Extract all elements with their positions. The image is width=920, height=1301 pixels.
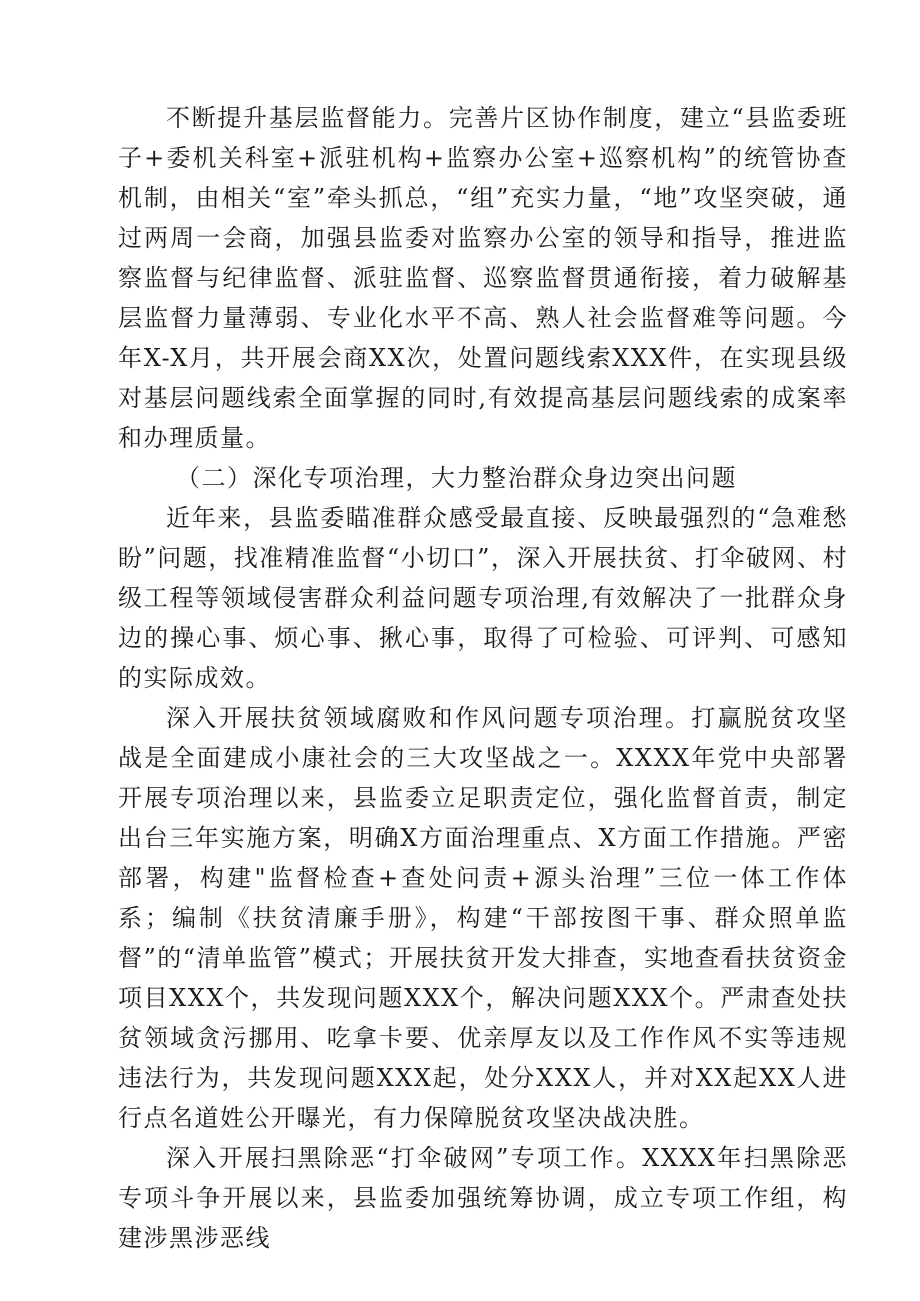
section-heading-special-governance: （二）深化专项治理，大力整治群众身边突出问题 — [176, 464, 737, 492]
paragraph-anti-crime: 深入开展扫黑除恶“打伞破网”专项工作。XXXX年扫黑除恶专项斗争开展以来，县监委加强统筹协调，成立专项工作组，构建涉黑涉恶线 — [118, 1144, 848, 1252]
document-body — [118, 98, 848, 1258]
paragraph-grassroots-supervision: 不断提升基层监督能力。完善片区协作制度，建立“县监委班子+委机关科室+派驻机构+监察办公室+巡察机构”的统管协查机制，由相关“室”牵头抓总，“组”充实力量，“地”攻坚突破，通过两周一会商，加强县监委对监察办公室的领导和指导，推进监察监督与纪律监督、派驻监督、巡察监督贯通衔接，着力破解基层监督力量薄弱、专业化水平不高、熟人社会监督难等问题。今年X-X月，共开展会商XX次，处置问题线索XXX件，在实现县级对基层问题线索全面掌握的同时,有效提高基层问题线索的成案率和办理质量。 — [118, 104, 848, 452]
paragraph-recent-years: 近年来，县监委瞄准群众感受最直接、反映最强烈的“急难愁盼”问题，找准精准监督“小切口”，深入开展扶贫、打伞破网、村级工程等领域侵害群众利益问题专项治理,有效解决了一批群众身边的操心事、烦心事、揪心事，取得了可检验、可评判、可感知的实际成效。 — [118, 504, 848, 692]
paragraph-poverty-alleviation: 深入开展扶贫领域腐败和作风问题专项治理。打赢脱贫攻坚战是全面建成小康社会的三大攻坚战之一。XXXX年党中央部署开展专项治理以来，县监委立足职责定位，强化监督首责，制定出台三年实施方案，明确X方面治理重点、X方面工作措施。严密部署，构建"监督检查+查处问责+源头治理”三位一体工作体系；编制《扶贫清廉手册》，构建“干部按图干事、群众照单监督”的“清单监管”模式；开展扶贫开发大排查，实地查看扶贫资金项目XXX个，共发现问题XXX个，解决问题XXX个。严肃查处扶贫领域贪污挪用、吃拿卡要、优亲厚友以及工作作风不实等违规违法行为，共发现问题XXX起，处分XXX人，并对XX起XX人进行点名道姓公开曝光，有力保障脱贫攻坚决战决胜。 — [118, 704, 848, 1132]
